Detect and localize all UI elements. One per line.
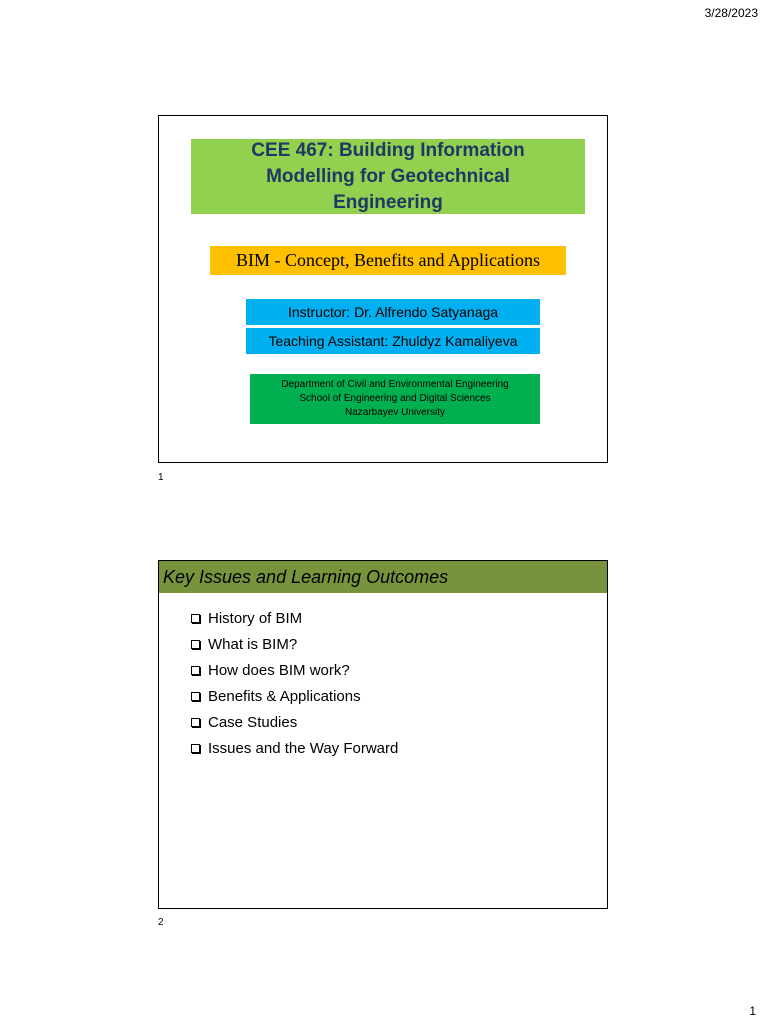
lecture-subtitle: BIM - Concept, Benefits and Applications	[236, 250, 540, 270]
slide-number: 2	[158, 917, 164, 928]
instructor-label: Instructor: Dr. Alfrendo Satyanaga	[246, 299, 540, 325]
slide-header-bar	[159, 561, 607, 593]
checkbox-bullet-icon	[191, 640, 200, 649]
title-box	[191, 139, 585, 214]
slide-number: 1	[158, 472, 164, 483]
list-item	[191, 683, 398, 709]
page-date: 3/28/2023	[704, 6, 758, 20]
list-item-label: What is BIM?	[208, 635, 298, 653]
university-line: Nazarbayev University	[344, 407, 446, 418]
list-item	[191, 709, 398, 735]
checkbox-bullet-icon	[191, 666, 200, 675]
department-line: Department of Civil and Environmental Engineering	[281, 379, 509, 390]
school-line: School of Engineering and Digital Sciences	[299, 393, 491, 404]
checkbox-bullet-icon	[191, 614, 200, 623]
subtitle-box	[210, 246, 566, 275]
list-item-label: How does BIM work?	[208, 661, 350, 679]
list-item	[191, 657, 398, 683]
checkbox-bullet-icon	[191, 692, 200, 701]
slide-1	[158, 115, 608, 463]
checkbox-bullet-icon	[191, 744, 200, 753]
checkbox-bullet-icon	[191, 718, 200, 727]
list-item-label: History of BIM	[208, 609, 303, 627]
list-item	[191, 631, 398, 657]
list-item-label: Issues and the Way Forward	[208, 739, 399, 757]
slide-2	[158, 560, 608, 909]
slide-header-title: Key Issues and Learning Outcomes	[163, 566, 449, 587]
course-title: CEE 467: Building Information Modelling for Geotechnical Engineering	[251, 139, 525, 213]
page-number: 1	[749, 1004, 756, 1018]
outcomes-list	[191, 605, 398, 761]
list-item	[191, 605, 398, 631]
teaching-assistant-label: Teaching Assistant: Zhuldyz Kamaliyeva	[246, 328, 540, 354]
list-item-label: Benefits & Applications	[208, 687, 361, 705]
list-item-label: Case Studies	[208, 713, 298, 731]
department-box	[250, 374, 540, 424]
list-item	[191, 735, 398, 761]
